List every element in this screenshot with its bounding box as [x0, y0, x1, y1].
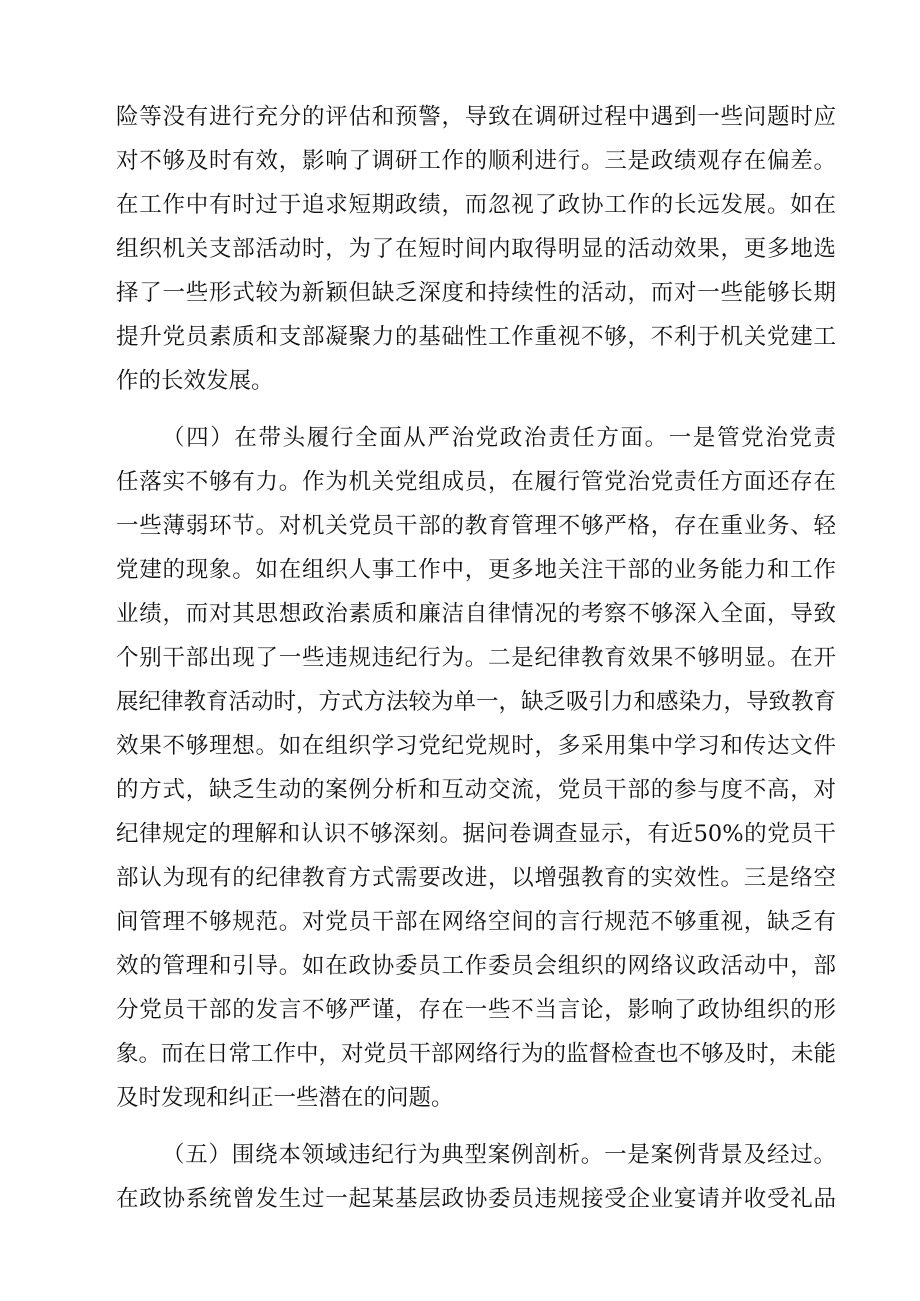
text-line: 在政协系统曾发生过一起某基层政协委员违规接受企业宴请并收受礼品: [116, 1186, 836, 1212]
text-line: 业绩，而对其思想政治素质和廉洁自律情况的考察不够深入全面，导致: [116, 601, 836, 627]
text-line: 组织机关支部活动时，为了在短时间内取得明显的活动效果，更多地选: [116, 236, 836, 262]
text-line: 一些薄弱环节。对机关党员干部的教育管理不够严格，存在重业务、轻: [116, 513, 836, 539]
text-line: 提升党员素质和支部凝聚力的基础性工作重视不够，不利于机关党建工: [116, 324, 836, 350]
text-line: 个别干部出现了一些违规违纪行为。二是纪律教育效果不够明显。在开: [116, 645, 836, 671]
text-line: 在工作中有时过于追求短期政绩，而忽视了政协工作的长远发展。如在: [116, 192, 836, 218]
text-line: 效的管理和引导。如在政协委员工作委员会组织的网络议政活动中，部: [116, 953, 836, 979]
text-line: 效果不够理想。如在组织学习党纪党规时，多采用集中学习和传达文件: [116, 733, 836, 759]
text-line: 党建的现象。如在组织人事工作中，更多地关注干部的业务能力和工作: [116, 557, 836, 583]
text-line: 对不够及时有效，影响了调研工作的顺利进行。三是政绩观存在偏差。: [116, 148, 836, 174]
text-line: 及时发现和纠正一些潜在的问题。: [116, 1085, 454, 1111]
text-line: 作的长效发展。: [116, 368, 274, 394]
text-line: 择了一些形式较为新颖但缺乏深度和持续性的活动，而对一些能够长期: [116, 280, 836, 306]
text-line: 分党员干部的发言不够严谨，存在一些不当言论，影响了政协组织的形: [116, 997, 836, 1023]
text-line: 部认为现有的纪律教育方式需要改进，以增强教育的实效性。三是络空: [116, 865, 836, 891]
text-line: 象。而在日常工作中，对党员干部网络行为的监督检查也不够及时，未能: [116, 1041, 837, 1067]
text-line: 任落实不够有力。作为机关党组成员，在履行管党治党责任方面还存在: [116, 469, 836, 495]
text-line: 展纪律教育活动时，方式方法较为单一，缺乏吸引力和感染力，导致教育: [116, 689, 837, 715]
section-heading-four: （四）在带头履行全面从严治党政治责任方面。一是管党治党责: [162, 425, 836, 451]
text-line: 的方式，缺乏生动的案例分析和互动交流，党员干部的参与度不高，对: [116, 777, 836, 803]
text-line: 纪律规定的理解和认识不够深刻。据问卷调查显示，有近50%的党员干: [116, 821, 836, 847]
text-line: 间管理不够规范。对党员干部在网络空间的言行规范不够重视，缺乏有: [116, 909, 836, 935]
text-line: 险等没有进行充分的评估和预警，导致在调研过程中遇到一些问题时应: [116, 104, 836, 130]
section-heading-five: （五）围绕本领域违纪行为典型案例剖析。一是案例背景及经过。: [162, 1142, 836, 1168]
